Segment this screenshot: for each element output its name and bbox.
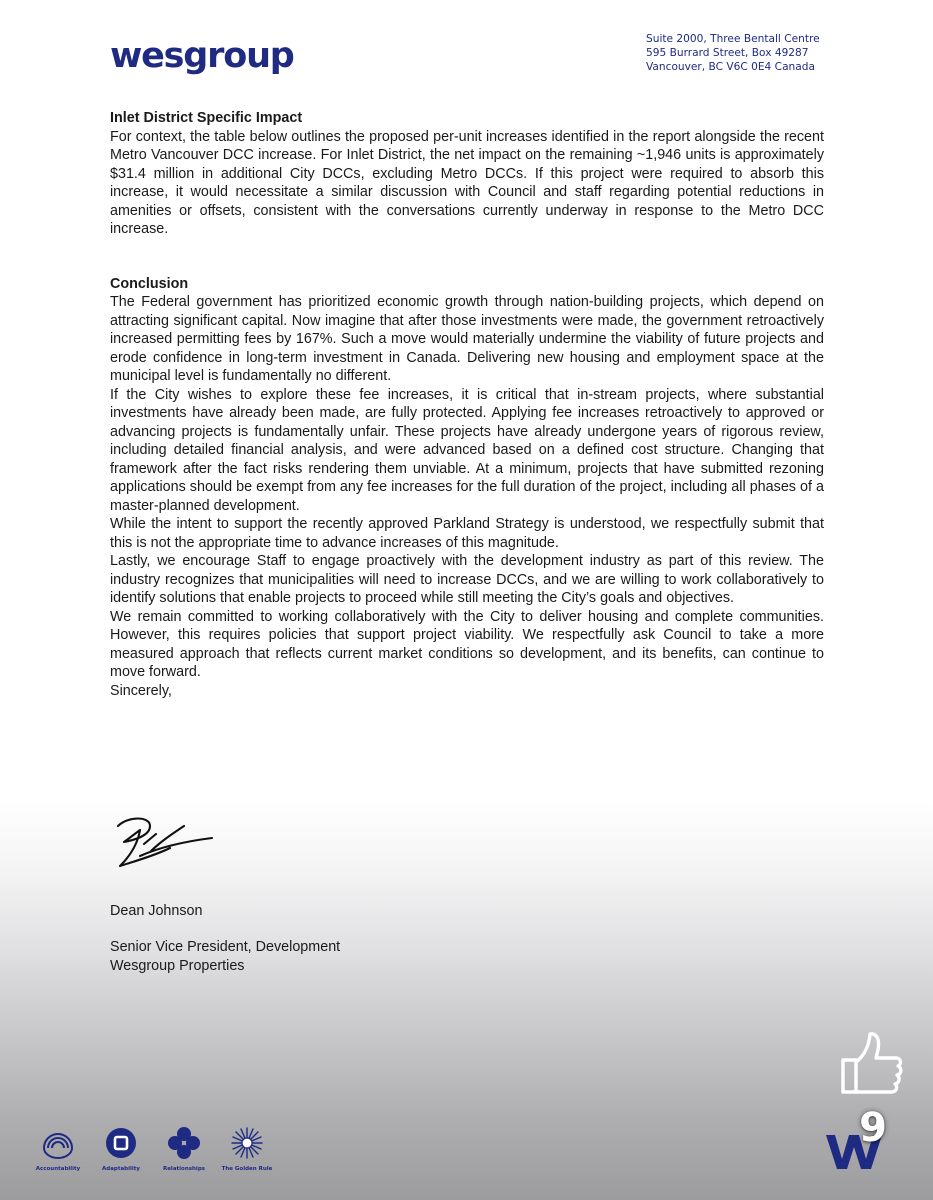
signer-name: Dean Johnson <box>110 903 203 919</box>
signature-image <box>110 812 222 874</box>
value-label: Relationships <box>162 1166 206 1172</box>
address-line: Vancouver, BC V6C 0E4 Canada <box>646 61 815 73</box>
paragraph-inlet-district: For context, the table below outlines the proposed per-unit increases identified in the report alongside the recent Metro Vancouver DCC increase. For Inlet District, the net impact on the remaining ~1,946 units is approximately $31.4 million in additional City DCCs, excluding Metro DCCs. If this project were required to absorb this increase, it would necessitate a similar discussion with Council and staff regarding potential reductions in amenities or offsets, consistent with the conversations currently underway in response to the Metro DCC increase. <box>110 128 824 237</box>
signer-title: Senior Vice President, Development <box>110 939 341 955</box>
closing: Sincerely, <box>110 682 172 699</box>
signer-company: Wesgroup Properties <box>110 957 245 974</box>
value-label: The Golden Rule <box>221 1166 273 1172</box>
wesgroup-logo <box>110 36 294 76</box>
company-address <box>646 32 820 74</box>
thumbs-up-icon <box>836 1028 906 1098</box>
section-heading-conclusion: Conclusion <box>110 275 189 292</box>
value-label: Accountability <box>35 1166 81 1172</box>
paragraph: While the intent to support the recently approved Parkland Strategy is understood, we respectfully submit that this is not the appropriate time to advance increases of this magnitude. <box>110 516 824 551</box>
concentric-arcs-icon <box>41 1126 75 1160</box>
logo-text: wesgroup <box>110 36 294 76</box>
company-values <box>35 1126 300 1178</box>
like-button[interactable] <box>836 1028 906 1098</box>
signer-title-block <box>110 938 340 975</box>
address-line: Suite 2000, Three Bentall Centre <box>646 33 820 45</box>
like-count: 9 <box>859 1105 887 1151</box>
section-heading-inlet-district: Inlet District Specific Impact <box>110 110 303 126</box>
value-label: Adaptability <box>102 1166 140 1172</box>
value-relationships <box>152 1126 216 1172</box>
letter-body <box>110 109 824 700</box>
paragraph: Lastly, we encourage Staff to engage proactively with the development industry as part of this review. The industry recognizes that municipalities will need to increase DCCs, and we are willing to work collaboratively to identify solutions that enable projects to proceed while still meeting the City’s goals and objectives. <box>110 553 824 606</box>
square-in-circle-icon <box>104 1126 138 1160</box>
paragraph: If the City wishes to explore these fee increases, it is critical that in-stream projects, where substantial investments have already been made, are fully protected. Applying fee increases retroactively to approved or advancing projects is fundamentally unfair. These projects have already undergone years of rigorous review, including detailed financial analysis, and were advanced based on a defined cost structure. Changing that framework after the fact risks rendering them unviable. At a minimum, projects that have submitted rezoning applications should be exempt from any fee increases for the full duration of the project, including all phases of a master-planned development. <box>110 386 824 514</box>
value-adaptability <box>89 1126 153 1172</box>
address-line: 595 Burrard Street, Box 49287 <box>646 47 809 59</box>
paragraph: The Federal government has prioritized economic growth through nation-building projects, which depend on attracting significant capital. Now imagine that after those investments were made, the government retroactively increased permitting fees by 167%. Such a move would materially undermine the viability of future projects and erode confidence in long-term investment in Canada. Delivering new housing and employment space at the municipal level is fundamentally no different. <box>110 294 824 384</box>
paragraph: We remain committed to working collaboratively with the City to deliver housing and complete communities. However, this requires policies that support project viability. We respectfully ask Council to take a more measured approach that reflects current market conditions so development, and its benefits, can continue to move forward. <box>110 608 824 680</box>
value-golden-rule <box>215 1126 279 1172</box>
sunburst-icon <box>230 1126 264 1160</box>
value-accountability <box>26 1126 90 1172</box>
four-circles-icon <box>167 1126 201 1160</box>
